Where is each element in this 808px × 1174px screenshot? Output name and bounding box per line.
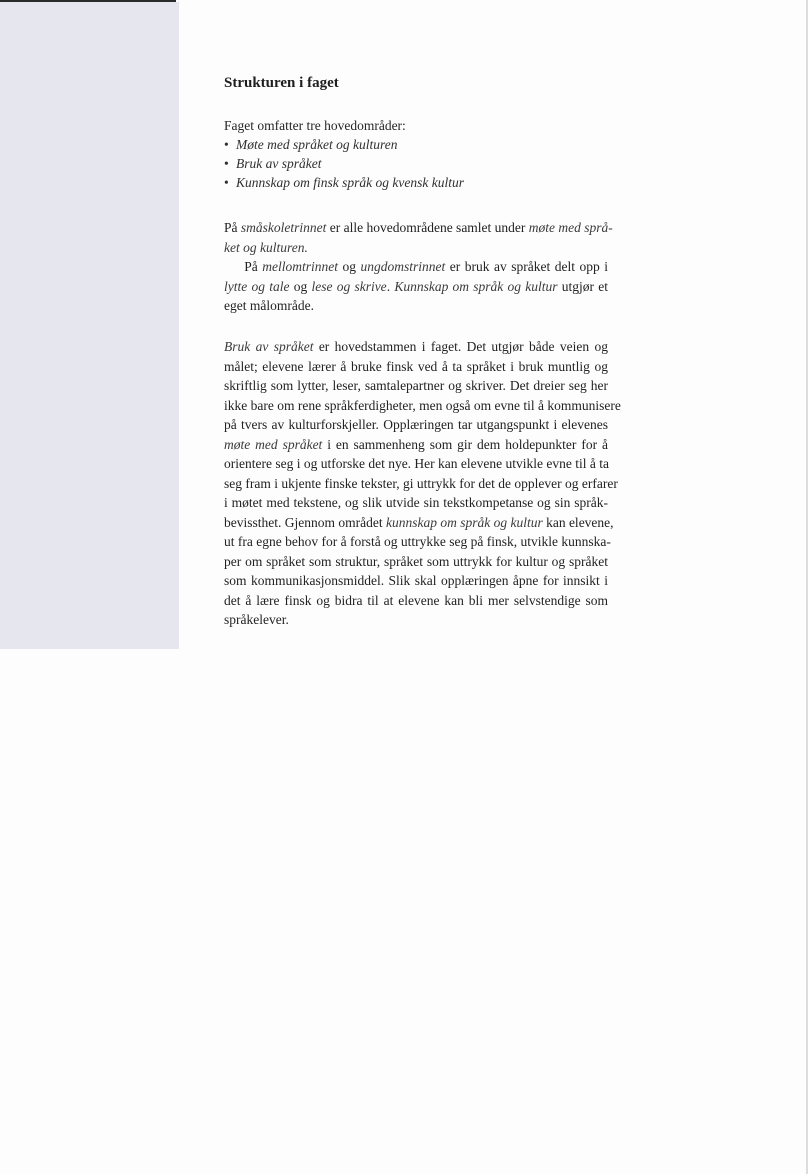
bullet-icon: •: [224, 156, 229, 171]
list-item-label: Bruk av språket: [236, 156, 322, 171]
emphasis: ket og kulturen.: [224, 239, 308, 255]
emphasis: Bruk av språket: [224, 339, 314, 354]
text-line: eget målområde.: [224, 298, 314, 313]
paragraph-bruk-av-spraket: [224, 337, 621, 630]
paragraph-mellomtrinnet: [224, 257, 608, 316]
emphasis: Kunnskap om språk og kultur: [394, 278, 558, 294]
emphasis: møte med språket: [224, 436, 323, 452]
text-line: [224, 238, 608, 258]
text-line: [224, 513, 614, 533]
text-line: målet; elevene lærer å bruke finsk ved å ta språket i bruk muntlig og: [224, 358, 608, 374]
text-line: [224, 337, 608, 357]
text-line: [224, 218, 613, 238]
text-line: som kommunikasjonsmiddel. Slik skal opplæringen åpne for innsikt i: [224, 573, 608, 588]
text-run: .: [386, 278, 395, 294]
list-item: [224, 173, 464, 192]
text-line: skriftlig som lytter, leser, samtalepartner og skriver. Det dreier seg her: [224, 378, 608, 393]
text-run: utgjør et: [557, 278, 609, 294]
text-line: det å lære finsk og bidra til at elevene kan bli mer selvstendige som: [224, 592, 608, 608]
text-run: og: [289, 278, 312, 294]
text-run: i en sammenheng som gir dem holdepunkter for å: [322, 436, 608, 452]
text-line: ikke bare om rene språkferdigheter, men også om evne til å kommunisere: [224, 397, 621, 413]
text-run: og: [338, 259, 361, 274]
section-heading: Strukturen i faget: [224, 75, 339, 91]
text-line: i møtet med tekstene, og slik utvide sin tekstkompetanse og sin språk-: [224, 495, 608, 510]
emphasis: småskoletrinnet: [240, 220, 327, 235]
list-item: [224, 135, 464, 154]
bullet-icon: •: [224, 137, 229, 152]
text-run: På: [224, 220, 241, 235]
text-line: [224, 257, 608, 277]
emphasis: ungdomstrinnet: [360, 259, 446, 274]
list-item-label: Kunnskap om finsk språk og kvensk kultur: [236, 175, 464, 190]
text-run: bevissthet. Gjennom området: [224, 514, 386, 530]
text-line: orientere seg i og utforske det nye. Her kan elevene utvikle evne til å ta: [224, 456, 609, 471]
text-run: er alle hovedområdene samlet under: [326, 220, 529, 235]
text-line: [224, 435, 608, 455]
intro-text: Faget omfatter tre hovedområder:: [224, 118, 406, 133]
emphasis: lytte og tale: [224, 278, 290, 294]
list-item-label: Møte med språket og kulturen: [236, 137, 398, 152]
text-line: på tvers av kulturforskjeller. Opplæringen tar utgangspunkt i elevenes: [224, 417, 608, 432]
emphasis: kunnskap om språk og kultur: [385, 514, 543, 530]
text-line: [224, 277, 608, 297]
text-run: På: [244, 259, 263, 274]
text-run: er bruk av språket delt opp i: [445, 259, 609, 274]
bullet-icon: •: [224, 175, 229, 190]
emphasis: møte med språ-: [528, 220, 613, 235]
text-run: kan elevene,: [542, 514, 614, 530]
text-line: språkelever.: [224, 612, 289, 627]
text-line: ut fra egne behov for å forstå og uttrykke seg på finsk, utvikle kunnska-: [224, 534, 611, 549]
emphasis: mellomtrinnet: [262, 259, 339, 274]
main-areas-list: [224, 135, 464, 192]
emphasis: lese og skrive: [311, 278, 387, 294]
text-line: seg fram i ukjente finske tekster, gi uttrykk for det de opplever og erfarer: [224, 475, 618, 491]
paragraph-smaskoletrinnet: [224, 218, 613, 257]
text-run: er hovedstammen i faget. Det utgjør både veien og: [313, 339, 608, 354]
list-item: [224, 154, 464, 173]
text-line: per om språket som struktur, språket som uttrykk for kultur og språket: [224, 553, 608, 569]
